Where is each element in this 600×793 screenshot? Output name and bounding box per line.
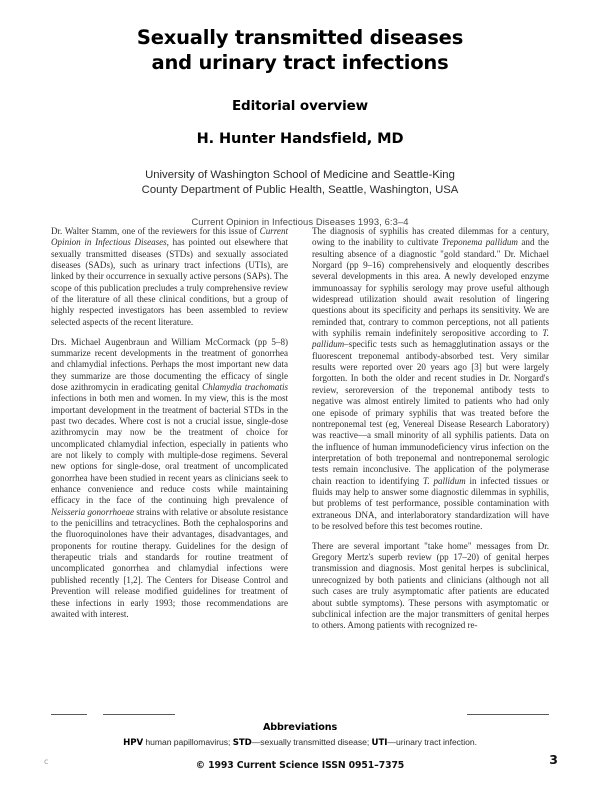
abbrev-std-value: —sexually transmitted disease; bbox=[251, 737, 370, 747]
affiliation-line-2: County Department of Public Health, Seattle, Washington, USA bbox=[141, 184, 459, 197]
abbrev-hpv-value: human papillomavirus; bbox=[145, 737, 231, 747]
abbreviations-list bbox=[51, 737, 549, 748]
right-paragraph-1: The diagnosis of syphilis has created dilemmas for a century, owing to the inability to cultivate Treponema pallidum and the resulting absence of a diagnostic "gold standard." Dr. Michael Norgard (pp 9–16) comprehensively and eloquently describes several developments in this area. A newly developed enzyme immunoassay for syphilis serology may prove useful although widespread utilization should await resolution of lingering questions about its specificity and perhaps its sensitivity. We are reminded that, contrary to common perceptions, not all patients with syphilis remain indefinitely seropositive according to T. pallidum–specific tests such as hemagglutination assays or the fluorescent treponemal antibody-absorbed test. Very similar results were reported over 20 years ago [3] but were largely forgotten. In both the older and recent studies in Dr. Norgard's review, seroreversion of the treponemal antibody tests to negative was almost entirely limited to patients who had only one episode of primary syphilis that was treated before the nontreponemal test (eg, Venereal Disease Research Laboratory) was reactive—a small minority of all syphilis patients. Data on the influence of human immunodeficiency virus infection on the interpretation of both treponemal and nontreponemal serologic tests remain inconclusive. The application of the polymerase chain reaction to identifying T. pallidum in infected tissues or fluids may help to answer some diagnostic dilemmas in syphilis, but problems of test performance, possible contamination with extraneous DNA, and interlaboratory standardization will have to be resolved before this test becomes routine. bbox=[312, 226, 550, 531]
left-paragraph-2: Drs. Michael Augenbraun and William McCormack (pp 5–8) summarize recent developments in the treatment of gonorrhea and chlamydial infections. Perhaps the most important new data they summarize are those documenting the efficacy of single dose azithromycin in eradicating genital Chlamydia trachomatis infections in both men and women. In my view, this is the most important development in the treatment of bacterial STDs in the past two decades. Where cost is not a crucial issue, single-dose azithromycin may now be the treatment of choice for uncomplicated chlamydial infection, especially in patients who are not likely to comply with multiple-dose regimens. Several new options for single-dose, oral treatment of uncomplicated gonorrhea have been studied in recent years as clinicians seek to enhance convenience and reduce costs while maintaining efficacy in the face of the continuing high prevalence of Neisseria gonorrhoeae strains with relative or absolute resistance to the penicillins and tetracyclines. Both the cephalosporins and the fluoroquinolones have their advantages, disadvantages, and proponents for routine therapy. Guidelines for the design of therapeutic trials and standards for routine treatment of uncomplicated gonorrhea and chlamydial infections were published recently [1,2]. The Centers for Disease Control and Prevention will release modified guidelines for treatment of these infections in early 1993; those recommendations are awaited with interest. bbox=[51, 336, 288, 619]
page-title bbox=[90, 26, 510, 76]
title-block bbox=[0, 0, 600, 227]
page-title-line-1: Sexually transmitted diseases bbox=[136, 26, 464, 49]
footer-rule-right bbox=[467, 714, 549, 715]
abbrev-uti-key: UTI bbox=[371, 738, 388, 748]
footer-rule-left bbox=[51, 714, 87, 715]
page-title-line-2: and urinary tract infections bbox=[151, 50, 449, 74]
copyright-line: © 1993 Current Science ISSN 0951–7375 bbox=[195, 760, 405, 771]
abbrev-hpv-key: HPV bbox=[123, 738, 144, 748]
author-affiliation bbox=[90, 168, 510, 199]
affiliation-line-1: University of Washington School of Medicine and Seattle-King bbox=[145, 168, 455, 181]
folio-left-mark: c bbox=[44, 757, 49, 766]
left-paragraph-1: Dr. Walter Stamm, one of the reviewers for this issue of Current Opinion in Infectious Diseases, has pointed out elsewhere that sexually transmitted diseases (STDs) and sexually associated diseases (SADs), such as urinary tract infections (UTIs), are linked by their occurrence in sexually active persons (SAPs). The scope of this publication precludes a truly comprehensive review of the literature of all these clinical conditions, but a group of highly respected investigators has been assembled to review selected aspects of the recent literature. bbox=[51, 226, 288, 327]
journal-citation: Current Opinion in Infectious Diseases 1993, 6:3–4 bbox=[191, 215, 409, 227]
abbreviations-heading: Abbreviations bbox=[262, 722, 338, 733]
abbrev-std-key: STD bbox=[232, 738, 252, 748]
footer-rules bbox=[51, 714, 549, 717]
body-columns bbox=[51, 226, 549, 641]
page-number: 3 bbox=[549, 752, 558, 767]
abbrev-uti-value: —urinary tract infection. bbox=[387, 737, 477, 747]
left-column bbox=[51, 226, 288, 641]
author-name: H. Hunter Handsfield, MD bbox=[196, 130, 404, 147]
abbreviations-block bbox=[51, 722, 549, 748]
right-column bbox=[312, 226, 549, 641]
footer-rule-mid bbox=[103, 714, 175, 715]
article-subtitle: Editorial overview bbox=[231, 97, 369, 114]
right-paragraph-2: There are several important "take home" messages from Dr. Gregory Mertz's superb review (pp 17–20) of genital herpes transmission and diagnosis. Most genital herpes is subclinical, unrecognized by both patients and clinicians (although not all such cases are truly asymptomatic after patients are educated about subtle symptoms). These persons with asymptomatic or subclinical infection are the major transmitters of genital herpes to others. Among patients with recognized re- bbox=[312, 540, 549, 631]
